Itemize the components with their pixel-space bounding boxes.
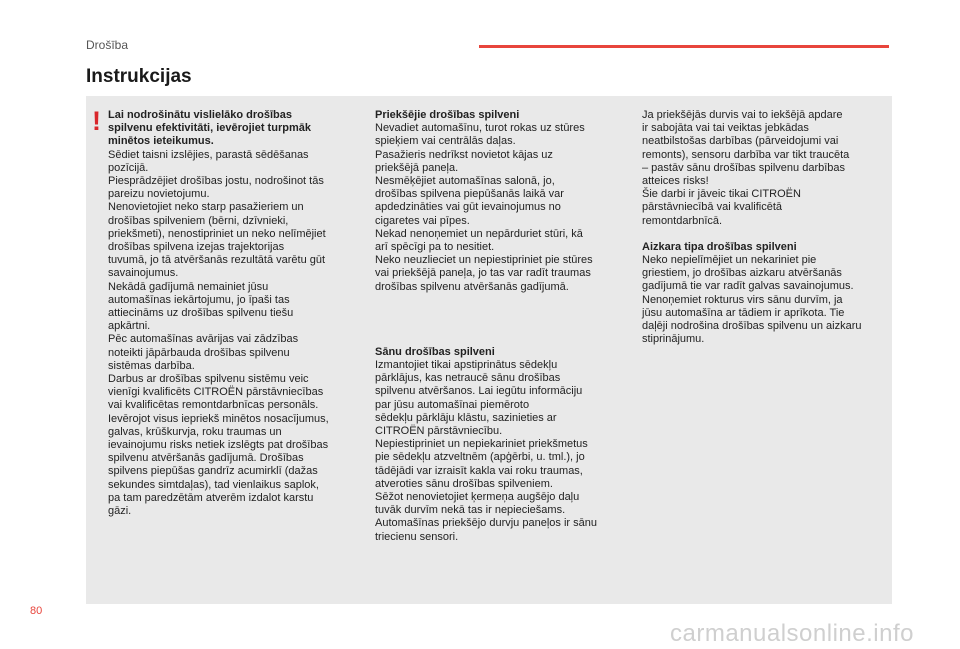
side-airbags-heading: Sānu drošības spilveni bbox=[375, 345, 495, 358]
column-front-side bbox=[375, 109, 623, 544]
page-title: Instrukcijas bbox=[86, 66, 192, 87]
general-heading: Lai nodrošinātu vislielāko drošības spilvenu efektivitāti, ievērojiet turpmāk minētos ieteikumus. bbox=[108, 109, 311, 148]
doors-warning-body: Ja priekšējās durvis vai to iekšējā apdare ir sabojāta vai tai veiktas jebkādas neatbilstošas darbības (pārveidojumi vai remonts), sensoru darbība var tikt traucēta – pastāv sānu drošības spilvenu darbības atteices risks! Šie darbi ir jāveic tikai CITROËN pārstāvniecībā vai kvalificētā remontdarbnīcā. bbox=[642, 109, 850, 227]
section-divider bbox=[479, 45, 889, 48]
column-curtain bbox=[642, 109, 888, 346]
general-body: Sēdiet taisni izslējies, parastā sēdēšanas pozīcijā. Piesprādzējiet drošības jostu, nodrošinot tās pareizu novietojumu. Nenovietojiet neko starp pasažieriem un drošības spilveniem (bērni, dzīvnieki, priekšmeti), nenostipriniet un neko nelīmējiet drošības spilvena izejas trajektorijas tuvumā, jo tā atvēršanās rezultātā varētu gūt savainojumus. Nekādā gadījumā nemainiet jūsu automašīnas iekārtojumu, jo īpaši tas attiecināms uz drošības spilvenu tiešu apkārtni. Pēc automašīnas avārijas vai zādzības noteikti jāpārbauda drošības spilvenu sistēmas darbība. Darbus ar drošības spilvenu sistēmu veic vienīgi kvalificēts CITROËN pārstāvniecības vai kvalificētas remontdarbnīcas personāls. Ievērojot visus iepriekš minētos nosacījumus, galvas, krūškurvja, roku traumas un ievainojumu risks netiek izslēgts pat drošības spilvenu atvēršanās gadījumā. Drošības spilvens piepūšas gandrīz acumirklī (dažas sekundes simtdaļas), tad vienlaikus saplok, pa tam paredzētām atverēm izdalot karstu gāzi. bbox=[108, 148, 329, 518]
front-airbags-body: Nevadiet automašīnu, turot rokas uz stūres spieķiem vai centrālās daļas. Pasažieris nedrīkst novietot kājas uz priekšējā paneļa. Nesmēķējiet automašīnas salonā, jo, drošības spilvena piepūšanās laikā var apdedzināties vai gūt ievainojumus no cigaretes vai pīpes. Nekad nenoņemiet un nepārduriet stūri, kā arī spēcīgi pa to nesitiet. Neko neuzlieciet un nepiestipriniet pie stūres vai priekšējā paneļa, jo tas var radīt traumas drošības spilvenu atvēršanās gadījumā. bbox=[375, 122, 593, 293]
front-airbags-heading: Priekšējie drošības spilveni bbox=[375, 109, 520, 121]
section-label: Drošība bbox=[86, 38, 129, 52]
warning-icon: ! bbox=[92, 106, 101, 136]
page-number: 80 bbox=[30, 605, 43, 617]
curtain-airbags-body: Neko nepielīmējiet un nekariniet pie griestiem, jo drošības aizkaru atvēršanās gadījumā tie var radīt galvas savainojumus. Nenoņemiet rokturus virs sānu durvīm, ja jūsu automašīna ar tādiem ir aprīkota. Tie daļēji nodrošina drošības spilvenu un aizkaru stiprinājumu. bbox=[642, 254, 862, 346]
column-general bbox=[108, 109, 354, 518]
curtain-airbags-heading: Aizkara tipa drošības spilveni bbox=[642, 240, 797, 253]
watermark: carmanualsonline.info bbox=[670, 620, 914, 647]
side-airbags-body: Izmantojiet tikai apstiprinātus sēdekļu pārklājus, kas netraucē sānu drošības spilvenu atvēršanos. Lai iegūtu informāciju par jūsu automašīnai piemēroto sēdekļu pārklāju klāstu, sazinieties ar CITROËN pārstāvniecību. Nepiestipriniet un nepiekariniet priekšmetus pie sēdekļu atzveltnēm (apģērbi, u. tml.), jo tādējādi var izraisīt kakla vai roku traumas, atveroties sānu drošības spilveniem. Sēžot nenovietojiet ķermeņa augšējo daļu tuvāk durvīm nekā tas ir nepieciešams. Automašīnas priekšējo durvju paneļos ir sānu triecienu sensori. bbox=[375, 359, 597, 543]
